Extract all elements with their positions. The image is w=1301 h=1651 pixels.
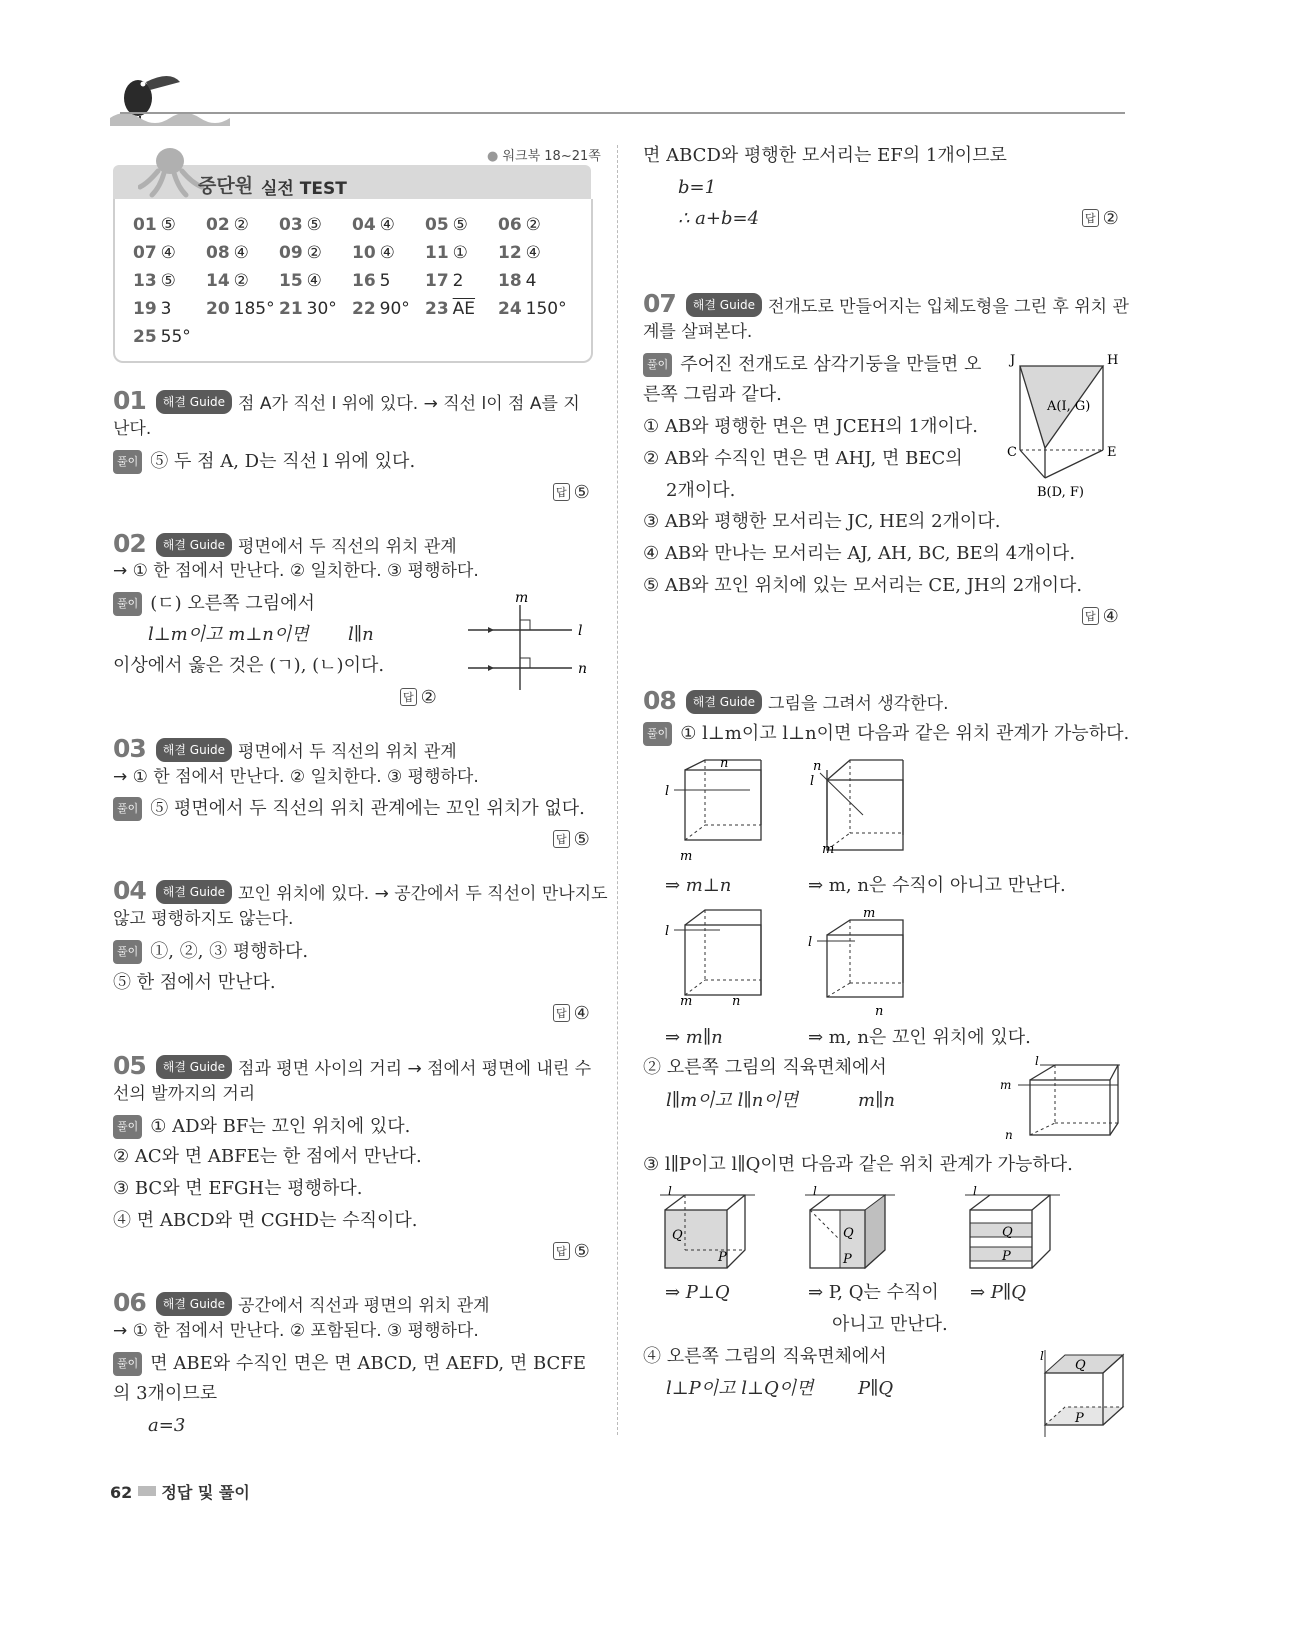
- answer-cell: 18 4: [498, 271, 537, 291]
- answer-cell: 01 ⑤: [133, 215, 176, 235]
- answer-cell: 02 ②: [206, 215, 249, 235]
- header-decoration: [110, 60, 1130, 135]
- q08-case-2: ⇒ m, n은 수직이 아니고 만난다.: [808, 875, 1066, 896]
- q07-sol-7: ④ AB와 만나는 모서리는 AJ, AH, BC, BE의 4개이다.: [643, 543, 1076, 564]
- answer-cell: 22 90°: [352, 299, 410, 319]
- q03-solution: 풀이 ⑤ 평면에서 두 직선의 위치 관계에는 꼬인 위치가 없다.: [113, 797, 585, 821]
- svg-text:P: P: [718, 1250, 727, 1265]
- svg-text:l: l: [973, 1185, 977, 1198]
- svg-text:l: l: [1040, 1349, 1044, 1363]
- q07-sol-4: ② AB와 수직인 면은 면 AHJ, 면 BEC의: [643, 448, 963, 469]
- svg-text:E: E: [1107, 445, 1117, 460]
- svg-text:l: l: [808, 935, 813, 950]
- q02-answer: 답 ②: [400, 687, 437, 708]
- answer-cell: 24 150°: [498, 299, 567, 319]
- label-m: m: [515, 590, 529, 606]
- answer-cell: 14 ②: [206, 271, 249, 291]
- q02-sol-2a: l⊥m이고 m⊥n이면: [148, 624, 309, 645]
- answer-cell: 10 ④: [352, 243, 395, 263]
- q01-answer: 답 ⑤: [553, 482, 590, 503]
- q02-guide-line1: 02 해결 Guide 평면에서 두 직선의 위치 관계: [113, 529, 457, 558]
- svg-text:m: m: [863, 906, 876, 921]
- answer-cell: 03 ⑤: [279, 215, 322, 235]
- q08-cube-3: [660, 905, 790, 1015]
- answer-cell: 25 55°: [133, 327, 191, 347]
- answer-cell: 19 3: [133, 299, 172, 319]
- page-number: 62: [110, 1483, 133, 1502]
- q07-sol-5: 2개이다.: [666, 480, 736, 501]
- q04-sol-2: ⑤ 한 점에서 만난다.: [113, 972, 276, 993]
- answer-cell: 11 ①: [425, 243, 468, 263]
- svg-text:H: H: [1107, 353, 1119, 368]
- svg-text:P: P: [1002, 1249, 1011, 1264]
- q07-guide-line2: 계를 살펴본다.: [643, 322, 753, 342]
- svg-text:l: l: [813, 1185, 817, 1198]
- answer-cell: 12 ④: [498, 243, 541, 263]
- q06-sol-3: a=3: [148, 1415, 186, 1436]
- section-title: 중단원: [198, 175, 254, 197]
- svg-text:n: n: [1005, 1128, 1013, 1142]
- q08-cuboid-2: [1000, 1055, 1125, 1145]
- svg-text:m: m: [822, 842, 835, 857]
- svg-text:n: n: [813, 759, 822, 774]
- q08-sol-4b: l⊥P이고 l⊥Q이면: [666, 1378, 814, 1399]
- q08-sol-2b: l∥m이고 l∥n이면: [666, 1090, 799, 1111]
- q08-plane-1: [660, 1185, 760, 1275]
- answer-cell: 07 ④: [133, 243, 176, 263]
- label-n: n: [578, 661, 588, 677]
- answer-cell: 16 5: [352, 271, 391, 291]
- q06-sol-4: 면 ABCD와 평행한 모서리는 EF의 1개이므로: [643, 145, 1007, 166]
- svg-text:Q: Q: [672, 1228, 683, 1243]
- svg-text:n: n: [732, 994, 741, 1009]
- q03-guide-line1: 03 해결 Guide 평면에서 두 직선의 위치 관계: [113, 734, 457, 763]
- svg-text:n: n: [720, 756, 729, 771]
- q08-plane-3: [965, 1185, 1065, 1275]
- q07-sol-3: ① AB와 평행한 면은 면 JCEH의 1개이다.: [643, 416, 978, 437]
- q08-plane-case-3: ⇒ P∥Q: [970, 1282, 1026, 1303]
- svg-text:P: P: [1075, 1411, 1084, 1426]
- q03-answer: 답 ⑤: [553, 829, 590, 850]
- answer-cell: 17 2: [425, 271, 464, 291]
- workbook-ref: ● 워크북 18~21쪽: [487, 149, 601, 164]
- q02-sol-3: 이상에서 옳은 것은 (ㄱ), (ㄴ)이다.: [113, 655, 385, 676]
- q08-plane-2: [805, 1185, 905, 1275]
- answer-cell: 08 ④: [206, 243, 249, 263]
- answer-cell: 23 $\overline{AE}$: [425, 299, 476, 319]
- q04-guide-line1: 04 해결 Guide 꼬인 위치에 있다. → 공간에서 두 직선이 만나지도: [113, 876, 608, 905]
- answer-cell: 21 30°: [279, 299, 337, 319]
- q07-sol-2: 른쪽 그림과 같다.: [643, 384, 782, 405]
- answer-cell: 13 ⑤: [133, 271, 176, 291]
- q05-sol-1: 풀이 ① AD와 BF는 꼬인 위치에 있다.: [113, 1115, 410, 1139]
- q02-guide-line2: → ① 한 점에서 만난다. ② 일치한다. ③ 평행하다.: [113, 561, 479, 581]
- svg-text:l: l: [1035, 1055, 1039, 1068]
- q08-cube-2: [805, 755, 925, 865]
- q08-sol-4c: P∥Q: [858, 1378, 894, 1399]
- svg-text:m: m: [680, 849, 693, 864]
- q06-sol-5: b=1: [678, 177, 717, 198]
- q01-guide-line2: 난다.: [113, 419, 152, 439]
- q02-sol-1: 풀이 (ㄷ) 오른쪽 그림에서: [113, 592, 315, 616]
- svg-text:C: C: [1007, 445, 1017, 460]
- svg-text:n: n: [875, 1004, 884, 1019]
- q08-plane-case-2a: ⇒ P, Q는 수직이: [808, 1282, 939, 1303]
- answer-cell: 06 ②: [498, 215, 541, 235]
- q04-guide-line2: 않고 평행하지도 않는다.: [113, 909, 294, 929]
- q05-guide-line1: 05 해결 Guide 점과 평면 사이의 거리 → 점에서 평면에 내린 수: [113, 1051, 592, 1080]
- answer-cell: 09 ②: [279, 243, 322, 263]
- q01-solution: 풀이 ⑤ 두 점 A, D는 직선 l 위에 있다.: [113, 450, 415, 474]
- q08-plane-case-1: ⇒ P⊥Q: [665, 1282, 730, 1303]
- q04-sol-1: 풀이 ①, ②, ③ 평행하다.: [113, 940, 308, 964]
- q06-sol-6: ∴ a+b=4: [678, 208, 760, 229]
- svg-text:Q: Q: [1075, 1358, 1086, 1373]
- label-l: l: [578, 623, 583, 639]
- q05-sol-3: ③ BC와 면 EFGH는 평행하다.: [113, 1178, 363, 1199]
- q05-guide-line2: 선의 발까지의 거리: [113, 1084, 256, 1104]
- q02-figure: [460, 590, 595, 695]
- q08-cube-4: [805, 905, 925, 1020]
- svg-text:l: l: [810, 774, 815, 789]
- svg-text:m: m: [680, 994, 693, 1009]
- svg-text:l: l: [665, 924, 670, 939]
- q01-guide-line1: 01 해결 Guide 점 A가 직선 l 위에 있다. → 직선 l이 점 A를 지: [113, 386, 580, 415]
- answer-cell: 05 ⑤: [425, 215, 468, 235]
- q07-sol-8: ⑤ AB와 꼬인 위치에 있는 모서리는 CE, JH의 2개이다.: [643, 575, 1083, 596]
- q08-guide-line1: 08 해결 Guide 그림을 그려서 생각한다.: [643, 686, 949, 715]
- q07-prism-figure: [1005, 348, 1125, 503]
- footer-label: 정답 및 풀이: [161, 1483, 250, 1502]
- page-footer: [110, 1480, 250, 1503]
- q08-case-1: ⇒ m⊥n: [665, 875, 732, 896]
- svg-text:A(I, G): A(I, G): [1047, 399, 1091, 414]
- svg-text:Q: Q: [843, 1226, 854, 1241]
- q05-sol-2: ② AC와 면 ABFE는 한 점에서 만난다.: [113, 1146, 422, 1167]
- q05-sol-4: ④ 면 ABCD와 면 CGHD는 수직이다.: [113, 1210, 418, 1231]
- q08-sol-4: ④ 오른쪽 그림의 직육면체에서: [643, 1346, 887, 1367]
- q08-case-3: ⇒ m∥n: [665, 1027, 723, 1048]
- q08-cube-1: [660, 755, 790, 865]
- q05-answer: 답 ⑤: [553, 1241, 590, 1262]
- q03-guide-line2: → ① 한 점에서 만난다. ② 일치한다. ③ 평행하다.: [113, 767, 479, 787]
- answer-cell: 04 ④: [352, 215, 395, 235]
- svg-text:l: l: [668, 1185, 672, 1198]
- q06-sol-2: 의 3개이므로: [113, 1383, 218, 1404]
- q08-sol-1: 풀이 ① l⊥m이고 l⊥n이면 다음과 같은 위치 관계가 가능하다.: [643, 722, 1129, 746]
- svg-text:m: m: [1000, 1078, 1012, 1092]
- q06-answer: 답 ②: [1082, 208, 1119, 229]
- q07-sol-1: 풀이 주어진 전개도로 삼각기둥을 만들면 오: [643, 353, 981, 377]
- q07-guide-line1: 07 해결 Guide 전개도로 만들어지는 입체도형을 그린 후 위치 관: [643, 289, 1129, 318]
- section-subtitle: 실전 TEST: [261, 179, 347, 199]
- section-banner: [113, 165, 591, 199]
- svg-text:P: P: [843, 1252, 852, 1267]
- q07-sol-6: ③ AB와 평행한 모서리는 JC, HE의 2개이다.: [643, 511, 1001, 532]
- q06-guide-line2: → ① 한 점에서 만난다. ② 포함된다. ③ 평행하다.: [113, 1321, 479, 1341]
- svg-text:J: J: [1010, 353, 1016, 368]
- answer-cell: 20 185°: [206, 299, 275, 319]
- q04-answer: 답 ④: [553, 1003, 590, 1024]
- answer-cell: 15 ④: [279, 271, 322, 291]
- q06-guide-line1: 06 해결 Guide 공간에서 직선과 평면의 위치 관계: [113, 1288, 490, 1317]
- q08-sol-2: ② 오른쪽 그림의 직육면체에서: [643, 1057, 887, 1078]
- svg-text:l: l: [665, 784, 670, 799]
- svg-text:Q: Q: [1002, 1225, 1013, 1240]
- svg-text:B(D, F): B(D, F): [1037, 485, 1084, 500]
- q08-plane-case-2b: 아니고 만난다.: [832, 1314, 948, 1335]
- column-divider: [617, 145, 618, 1435]
- q06-sol-1: 풀이 면 ABE와 수직인 면은 면 ABCD, 면 AEFD, 면 BCFE: [113, 1352, 586, 1376]
- q08-sol-3: ③ l∥P이고 l∥Q이면 다음과 같은 위치 관계가 가능하다.: [643, 1154, 1073, 1175]
- q08-sol-2c: m∥n: [858, 1090, 895, 1111]
- q07-answer: 답 ④: [1082, 606, 1119, 627]
- q02-sol-2b: l∥n: [348, 624, 374, 645]
- q08-case-4: ⇒ m, n은 꼬인 위치에 있다.: [808, 1027, 1031, 1048]
- q08-cuboid-4: [1035, 1345, 1130, 1440]
